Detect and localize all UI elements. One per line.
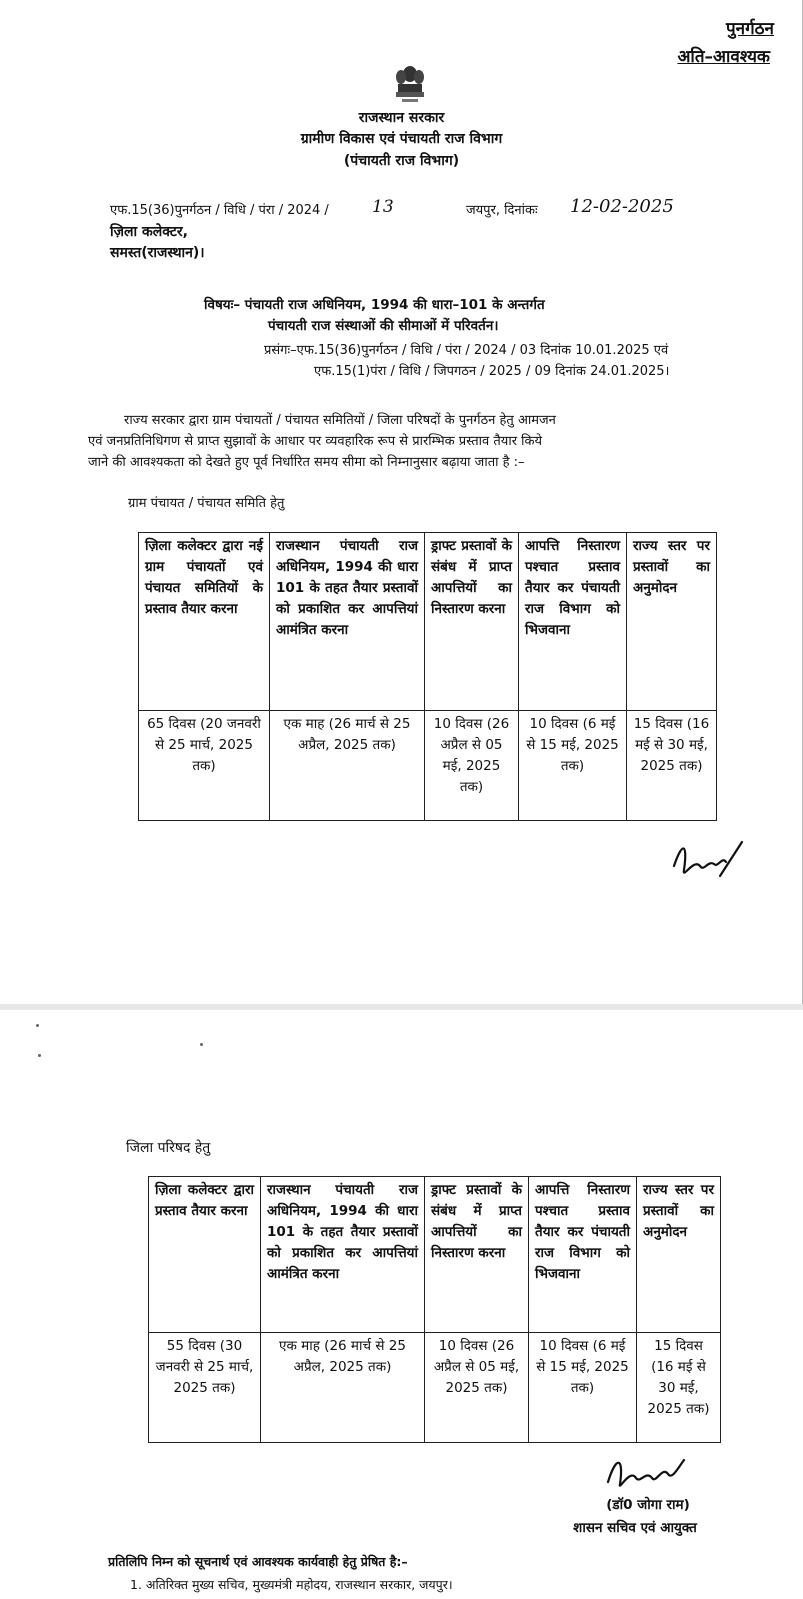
copy-to-heading: प्रतिलिपि निम्न को सूचनार्थ एवं आवश्यक कार्यवाही हेतु प्रेषित है:– (108, 1554, 408, 1569)
government-name: राजस्थान सरकार (358, 110, 445, 126)
table-header-cell: राजस्थान पंचायती राज अधिनियम, 1994 की धारा 101 के तहत तैयार प्रस्तावों को प्रकाशित कर आपत्तियां आमंत्रित करना (261, 1177, 425, 1333)
table-cell: 10 दिवस (6 मई से 15 मई, 2025 तक) (519, 711, 627, 821)
timeline-table-zila-parishad (148, 1176, 721, 1443)
table-header-cell: ज़िला कलेक्टर द्वारा नई ग्राम पंचायतों एवं पंचायत समितियों के प्रस्ताव तैयार करना (139, 533, 270, 711)
addressee-line-2: समस्त(राजस्थान)। (110, 245, 205, 261)
table-header-cell: राज्य स्तर पर प्रस्तावों का अनुमोदन (627, 533, 717, 711)
department-name: ग्रामीण विकास एवं पंचायती राज विभाग (300, 131, 503, 147)
copy-to-item: 1. अतिरिक्त मुख्य सचिव, मुख्यमंत्री महोदय, राजस्थान सरकार, जयपुर। (130, 1577, 453, 1592)
table-header-cell: राज्य स्तर पर प्रस्तावों का अनुमोदन (637, 1177, 721, 1333)
body-line-1: राज्य सरकार द्वारा ग्राम पंचायतों / पंचायत समितियों / जिला परिषदों के पुनर्गठन हेतु आमजन (124, 413, 556, 428)
table-header-cell: आपत्ति निस्तारण पश्चात प्रस्ताव तैयार कर पंचायती राज विभाग को भिजवाना (519, 533, 627, 711)
table-header-row (139, 533, 717, 711)
sub-department-name: (पंचायती राज विभाग) (343, 153, 460, 169)
reference-context-line-1: प्रसंगः–एफ.15(36)पुनर्गठन / विधि / पंरा / 2024 / 03 दिनांक 10.01.2025 एवं (264, 343, 669, 358)
table-cell: 10 दिवस (6 मई से 15 मई, 2025 तक) (529, 1333, 637, 1443)
body-paragraph (88, 410, 708, 473)
table-cell: 10 दिवस (26 अप्रैल से 05 मई, 2025 तक) (425, 1333, 529, 1443)
scan-speck (38, 1054, 41, 1057)
table-cell: 65 दिवस (20 जनवरी से 25 मार्च, 2025 तक) (139, 711, 270, 821)
timeline-table-gram-panchayat (138, 532, 717, 821)
reference-context-line-2: एफ.15(1)पंरा / विधि / जिपगठन / 2025 / 09 दिनांक 24.01.2025। (314, 364, 670, 379)
body-line-3: जाने की आवश्यकता को देखते हुए पूर्व निर्धारित समय सीमा को निम्नानुसार बढ़ाया जाता है :– (88, 455, 525, 470)
table-cell: 10 दिवस (26 अप्रैल से 05 मई, 2025 तक) (425, 711, 519, 821)
state-emblem-icon (392, 64, 428, 108)
category-tag: पुनर्गठन (726, 19, 774, 39)
table-cell: एक माह (26 मार्च से 25 अप्रैल, 2025 तक) (270, 711, 425, 821)
date-handwritten: 12-02-2025 (570, 196, 674, 217)
table-row (139, 711, 717, 821)
table-row (149, 1333, 721, 1443)
table-cell: 55 दिवस (30 जनवरी से 25 मार्च, 2025 तक) (149, 1333, 261, 1443)
scan-speck (36, 1024, 39, 1027)
subject-line-1: विषयः– पंचायती राज अधिनियम, 1994 की धारा–101 के अन्तर्गत (204, 297, 545, 313)
signatory-designation: शासन सचिव एवं आयुक्त (573, 1520, 697, 1536)
signatory-name: (डॉ0 जोगा राम) (606, 1497, 690, 1513)
reference-number-handwritten: 13 (372, 197, 394, 217)
official-signature (600, 1448, 690, 1496)
table-cell: 15 दिवस (16 मई से 30 मई, 2025 तक) (627, 711, 717, 821)
initials-signature (668, 836, 748, 884)
table-cell: 15 दिवस (16 मई से 30 मई, 2025 तक) (637, 1333, 721, 1443)
urgent-tag: अति–आवश्यक (677, 47, 770, 67)
place-label: जयपुर, दिनांकः (466, 203, 538, 218)
table-cell: एक माह (26 मार्च से 25 अप्रैल, 2025 तक) (261, 1333, 425, 1443)
reference-number: एफ.15(36)पुनर्गठन / विधि / पंरा / 2024 / (110, 203, 329, 218)
addressee-line-1: ज़िला कलेक्टर, (110, 224, 188, 240)
table-header-cell: ड्राफ्ट प्रस्तावों के संबंध में प्राप्त आपत्तियों का निस्तारण करना (425, 533, 519, 711)
table-header-cell: राजस्थान पंचायती राज अधिनियम, 1994 की धारा 101 के तहत तैयार प्रस्तावों को प्रकाशित कर आपत्तियां आमंत्रित करना (270, 533, 425, 711)
body-line-2: एवं जनप्रतिनिधिगण से प्राप्त सुझावों के आधार पर व्यवहारिक रूप से प्रारम्भिक प्रस्ताव तैयार किये (88, 434, 543, 449)
scan-speck (200, 1043, 203, 1046)
section-label-gram-panchayat: ग्राम पंचायत / पंचायत समिति हेतु (128, 496, 285, 511)
table-header-cell: आपत्ति निस्तारण पश्चात प्रस्ताव तैयार कर पंचायती राज विभाग को भिजवाना (529, 1177, 637, 1333)
section-label-zila-parishad: जिला परिषद हेतु (126, 1140, 211, 1156)
table-header-cell: ज़िला कलेक्टर द्वारा प्रस्ताव तैयार करना (149, 1177, 261, 1333)
table-header-row (149, 1177, 721, 1333)
table-header-cell: ड्राफ्ट प्रस्तावों के संबंध में प्राप्त आपत्तियों का निस्तारण करना (425, 1177, 529, 1333)
subject-line-2: पंचायती राज संस्थाओं की सीमाओं में परिवर्तन। (268, 318, 499, 334)
